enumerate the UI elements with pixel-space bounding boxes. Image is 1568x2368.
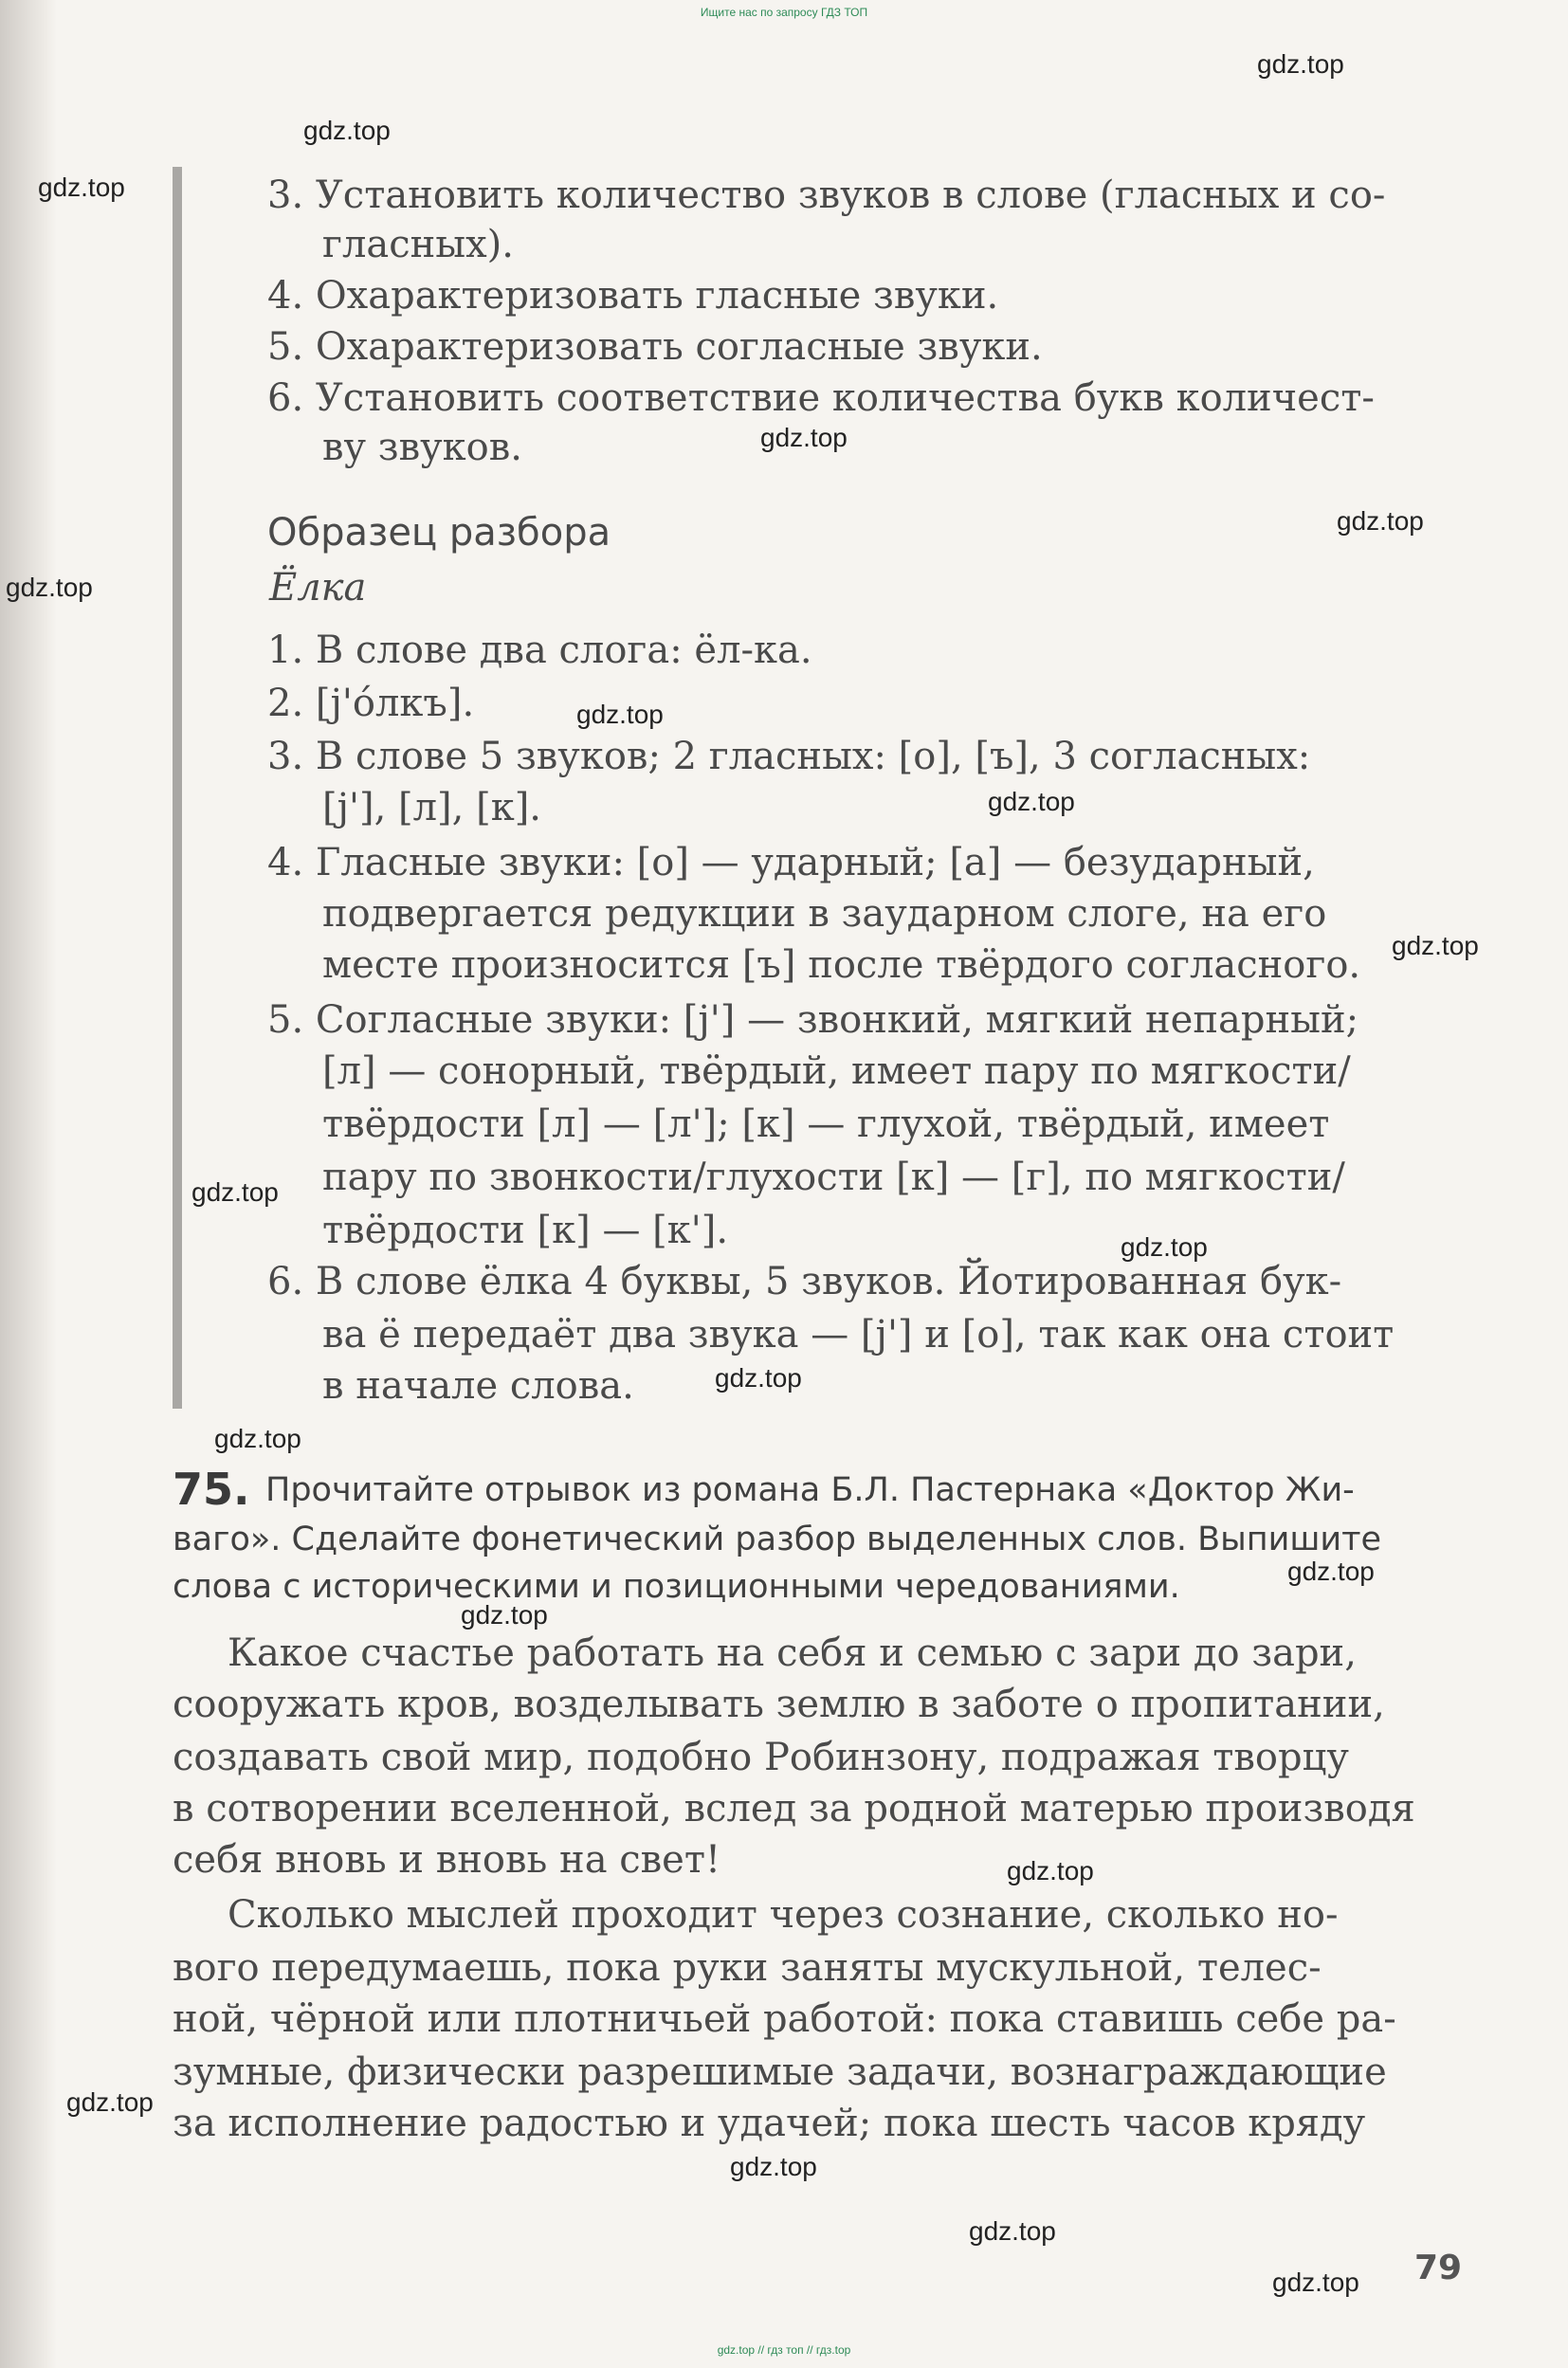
- plan-item-6: 6. Установить соответствие количества букв количест-: [267, 376, 1375, 420]
- sample-item-5-cont-4: твёрдости [к] — [к'].: [322, 1209, 729, 1252]
- watermark: gdz.top: [969, 2216, 1056, 2246]
- text-line-9: зумные, физически разрешимые задачи, вознаграждающие: [173, 2050, 1387, 2094]
- watermark: gdz.top: [1121, 1232, 1208, 1262]
- watermark: gdz.top: [730, 2152, 817, 2181]
- text-line-7: вого передумаешь, пока руки заняты мускульной, телес-: [173, 1946, 1322, 1990]
- page-gutter-shadow: [0, 0, 57, 2368]
- bottom-banner[interactable]: gdz.top // гдз топ // гдз.top: [717, 2343, 851, 2357]
- sample-item-4: 4. Гласные звуки: [о] — ударный; [а] — безударный,: [267, 841, 1315, 884]
- text-line-8: ной, чёрной или плотничьей работой: пока ставишь себе ра-: [173, 1997, 1396, 2041]
- exercise-task-line-3: слова с историческими и позиционными чередованиями.: [173, 1568, 1180, 1606]
- sample-word: Ёлка: [269, 566, 367, 610]
- sample-item-6-cont-2: в начале слова.: [322, 1364, 634, 1408]
- watermark: gdz.top: [1287, 1557, 1375, 1586]
- watermark: gdz.top: [214, 1424, 301, 1453]
- exercise-number: 75.: [173, 1464, 250, 1515]
- text-line-10: за исполнение радостью и удачей; пока шесть часов кряду: [173, 2102, 1366, 2145]
- watermark: gdz.top: [1272, 2268, 1359, 2297]
- watermark: gdz.top: [1337, 506, 1424, 536]
- page-number: 79: [1414, 2249, 1463, 2287]
- watermark: gdz.top: [191, 1177, 279, 1207]
- exercise-task-line-1: Прочитайте отрывок из романа Б.Л. Пастернака «Доктор Жи-: [265, 1471, 1355, 1509]
- exercise-task-line-2: ваго». Сделайте фонетический разбор выделенных слов. Выпишите: [173, 1521, 1382, 1558]
- watermark: gdz.top: [38, 173, 125, 202]
- watermark: gdz.top: [1392, 931, 1479, 960]
- text-line-4: в сотворении вселенной, вслед за родной матерью производя: [173, 1787, 1415, 1831]
- watermark: gdz.top: [576, 700, 664, 729]
- text-line-3: создавать свой мир, подобно Робинзону, подражая творцу: [173, 1736, 1349, 1779]
- sample-item-6-cont-1: ва ё передаёт два звука — [j'] и [о], так как она стоит: [322, 1313, 1395, 1357]
- sample-item-3: 3. В слове 5 звуков; 2 гласных: [о], [ъ], 3 согласных:: [267, 735, 1311, 778]
- plan-item-5: 5. Охарактеризовать согласные звуки.: [267, 325, 1043, 369]
- plan-item-3-cont: гласных).: [322, 223, 514, 266]
- sample-item-5: 5. Согласные звуки: [j'] — звонкий, мягкий непарный;: [267, 998, 1359, 1042]
- sample-item-4-cont-2: месте произносится [ъ] после твёрдого согласного.: [322, 943, 1361, 987]
- text-line-2: сооружать кров, возделывать землю в заботе о пропитании,: [173, 1683, 1385, 1726]
- box-side-bar: [173, 167, 182, 1409]
- sample-item-1: 1. В слове два слога: ёл-ка.: [267, 628, 812, 672]
- watermark: gdz.top: [1257, 49, 1344, 79]
- watermark: gdz.top: [1007, 1856, 1094, 1885]
- plan-item-4: 4. Охарактеризовать гласные звуки.: [267, 274, 999, 318]
- sample-item-5-cont-2: твёрдости [л] — [л']; [к] — глухой, твёрдый, имеет: [322, 1102, 1330, 1146]
- sample-item-5-cont-3: пару по звонкости/глухости [к] — [г], по мягкости/: [322, 1156, 1345, 1199]
- plan-item-6-cont: ву звуков.: [322, 426, 522, 469]
- text-line-6: Сколько мыслей проходит через сознание, сколько но-: [228, 1893, 1339, 1937]
- watermark: gdz.top: [303, 116, 391, 145]
- watermark: gdz.top: [715, 1363, 802, 1393]
- text-line-5: себя вновь и вновь на свет!: [173, 1838, 721, 1882]
- text-line-1: Какое счастье работать на себя и семью с зари до зари,: [228, 1631, 1357, 1675]
- sample-item-3-cont: [j'], [л], [к].: [322, 786, 542, 829]
- sample-heading: Образец разбора: [267, 511, 611, 555]
- sample-item-2: 2. [j'óлкъ].: [267, 682, 475, 725]
- watermark: gdz.top: [760, 423, 848, 452]
- watermark: gdz.top: [66, 2087, 154, 2117]
- watermark: gdz.top: [461, 1600, 548, 1630]
- watermark: gdz.top: [988, 787, 1075, 816]
- sample-item-4-cont-1: подвергается редукции в заударном слоге, на его: [322, 892, 1327, 936]
- sample-item-6: 6. В слове ёлка 4 буквы, 5 звуков. Йотированная бук-: [267, 1260, 1342, 1303]
- watermark: gdz.top: [6, 573, 93, 602]
- top-banner[interactable]: Ищите нас по запросу ГДЗ ТОП: [700, 6, 868, 19]
- sample-item-5-cont-1: [л] — сонорный, твёрдый, имеет пару по мягкости/: [322, 1049, 1351, 1093]
- plan-item-3: 3. Установить количество звуков в слове (гласных и со-: [267, 173, 1386, 217]
